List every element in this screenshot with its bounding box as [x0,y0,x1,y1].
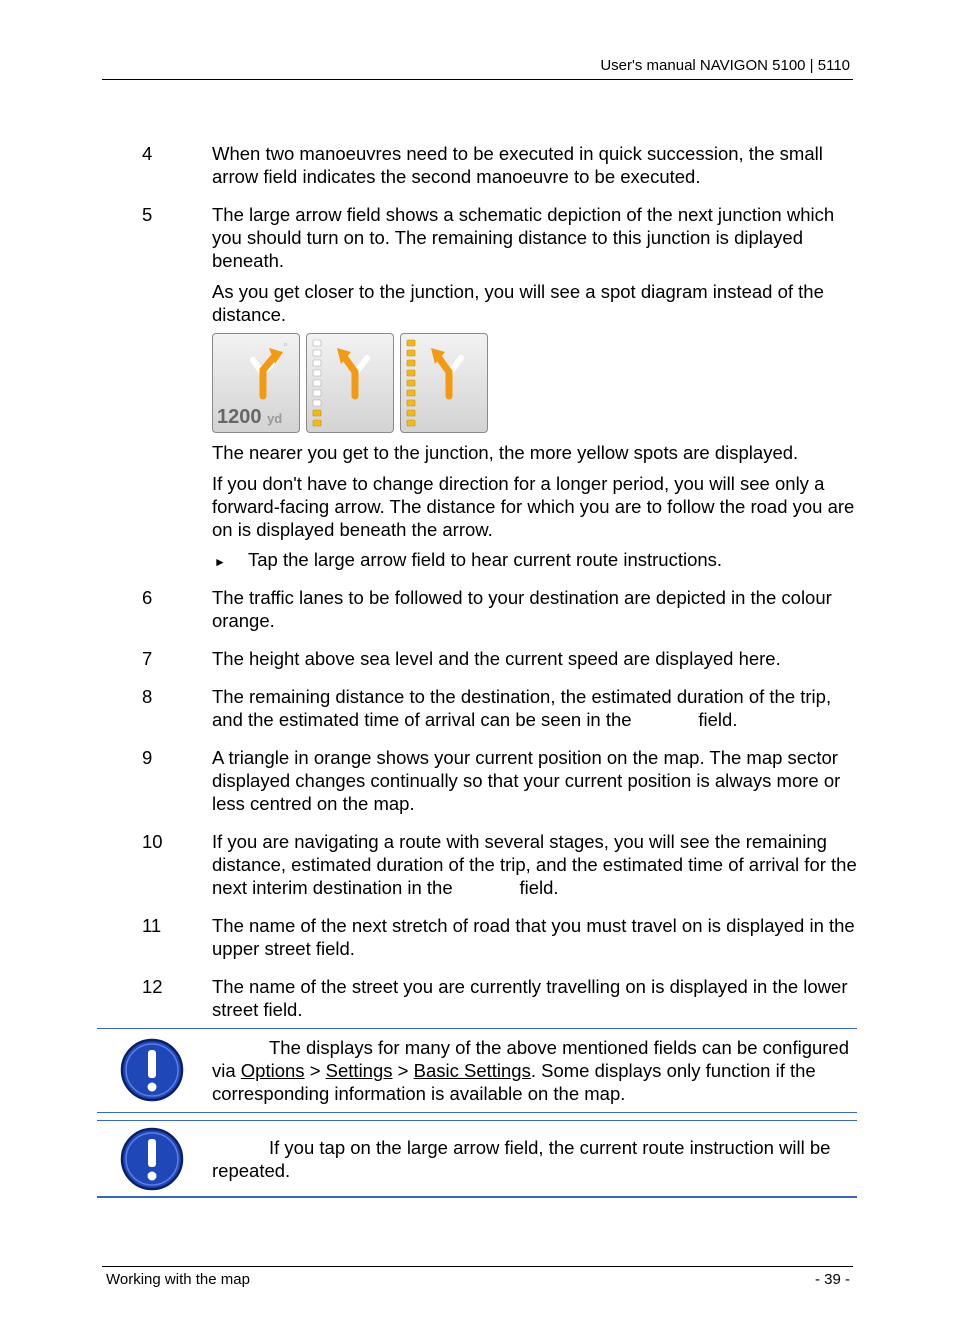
note-1-suffix: . Some displays only function if the corresponding information is available on the map. [212,1060,816,1104]
footer-rule [102,1266,853,1267]
spot-description [212,441,857,541]
item-number-9: 9 [142,747,153,768]
note-1-sep-1: > [304,1060,326,1081]
svg-text:◦: ◦ [283,341,289,351]
spot-nearer-text: The nearer you get to the junction, the more yellow spots are displayed. [212,442,799,463]
item-4-paragraph: When two manoeuvres need to be executed in quick succession, the small arrow field indicates the second manoeuvre to be executed. [212,143,823,187]
item-text-11: The name of the next stretch of road that you must travel on is displayed in the upper street field. [212,915,855,959]
item-text-6: The traffic lanes to be followed to your destination are depicted in the colour orange. [212,587,832,631]
note-2-bottom-rule [97,1196,857,1198]
bullet-triangle-icon: ► [214,555,226,569]
item-number-12: 12 [142,976,163,997]
arrow-field-spots-few-image [306,333,394,433]
arrow-field-distance-image [212,333,300,433]
item-5-paragraph-2: As you get closer to the junction, you will see a spot diagram instead of the distance. [212,281,824,325]
note-2-text [212,1136,852,1182]
item-number-8: 8 [142,686,153,707]
item-number-5: 5 [142,204,153,225]
note-1-bottom-rule [97,1112,857,1113]
item-text-8: The remaining distance to the destination, the estimated duration of the trip, and the estimated time of arrival can be seen in the field. [212,686,832,730]
exclamation-icon [120,1038,184,1102]
note-1-top-rule [97,1028,857,1029]
bullet-instruction: Tap the large arrow field to hear current route instructions. [248,549,723,570]
note-1-prefix: The displays for many of the above mentioned fields can be configured via [212,1037,850,1081]
item-text-10: If you are navigating a route with several stages, you will see the remaining distance, estimated duration of the trip, and the estimated time of arrival for the next interim destination in the field. [212,831,857,898]
item-text-12: The name of the street you are currently travelling on is displayed in the lower street field. [212,976,848,1020]
settings-link[interactable]: Settings [325,1060,393,1081]
forward-arrow-text: If you don't have to change direction for a longer period, you will see only a forward-facing arrow. The distance for which you are to follow the road you are on is displayed beneath the arrow. [212,473,855,540]
item-number-11: 11 [142,915,162,936]
item-text-5 [212,203,857,326]
note-2-body: If you tap on the large arrow field, the current route instruction will be repeated. [212,1137,831,1181]
item-number-6: 6 [142,587,153,608]
distance-value: 1200 [217,406,262,428]
exclamation-icon [120,1127,184,1191]
basic-settings-link[interactable]: Basic Settings [413,1060,531,1081]
item-number-4: 4 [142,143,153,164]
item-number-7: 7 [142,648,153,669]
item-text-7: The height above sea level and the current speed are displayed here. [212,648,781,669]
note-1-text [212,1036,852,1105]
distance-unit: yd [267,411,283,426]
item-text-4 [212,142,857,188]
item-5-paragraph-1: The large arrow field shows a schematic depiction of the next junction which you should turn on to. The remaining distance to this junction is diplayed beneath. [212,204,835,271]
item-number-10: 10 [142,831,163,852]
item-text-9: A triangle in orange shows your current position on the map. The map sector displayed changes continually so that your current position is always more or less centred on the map. [212,747,841,814]
note-2-top-rule [97,1120,857,1121]
page-number: - 39 - [814,1271,850,1288]
note-1-sep-2: > [392,1060,414,1081]
header-rule [102,79,853,80]
page-header-title: User's manual NAVIGON 5100 | 5110 [600,57,850,74]
options-link[interactable]: Options [240,1060,305,1081]
footer-section-title: Working with the map [106,1271,250,1288]
arrow-field-spots-many-image [400,333,488,433]
